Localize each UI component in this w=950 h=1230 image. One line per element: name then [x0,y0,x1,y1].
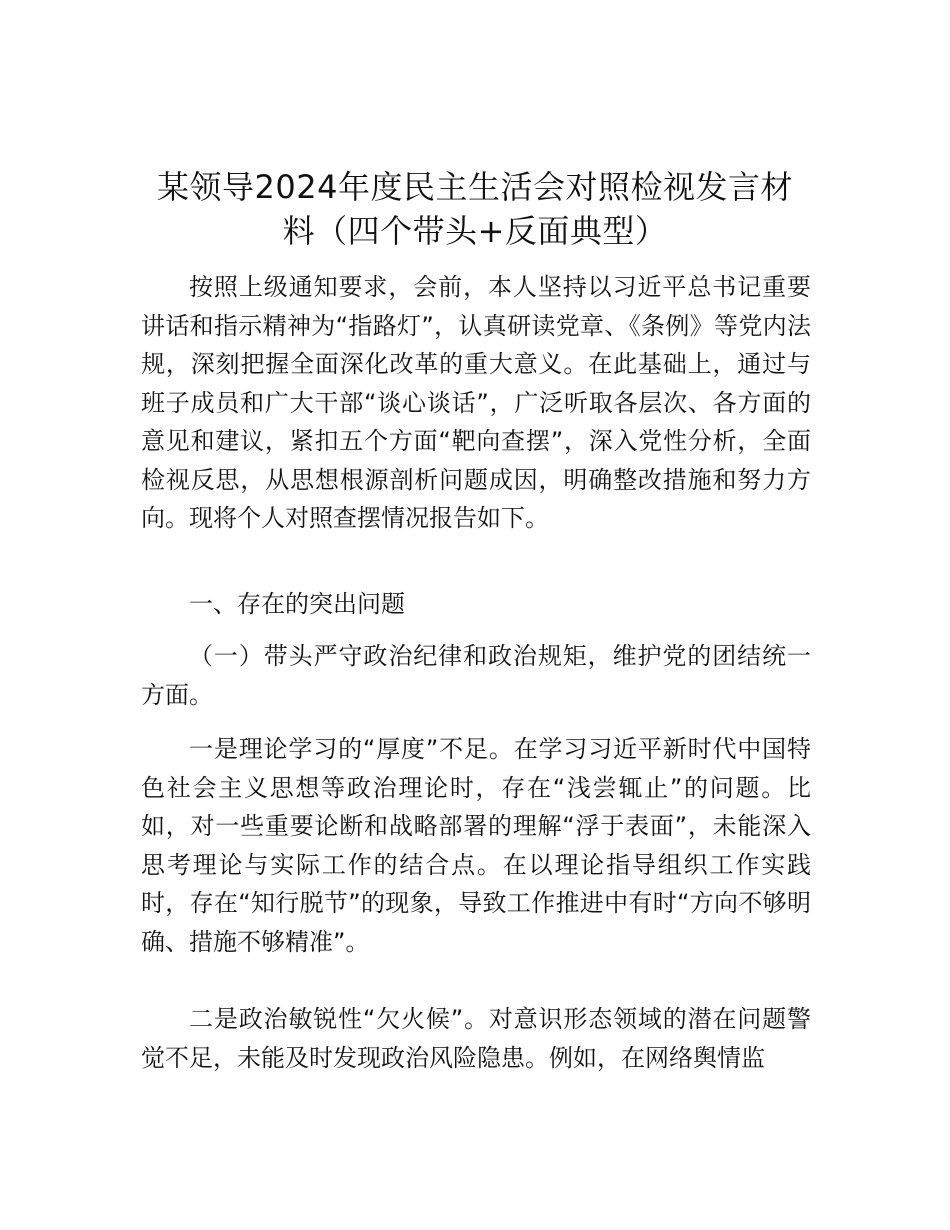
title-line-1: 某领导2024年度民主生活会对照检视发言材 [157,168,793,206]
title-line-2: 料（四个带头+反面典型） [282,212,668,250]
subsection-heading: （一）带头严守政治纪律和政治规矩，维护党的团结统一方面。 [141,642,811,709]
section-heading: 一、存在的突出问题 [189,590,405,618]
point-one-paragraph: 一是理论学习的“厚度”不足。在学习习近平新时代中国特色社会主义思想等政治理论时，存在“浅尝辄止”的问题。比如，对一些重要论断和战略部署的理解“浮于表面”，未能深入思考理论与实际工作的结合点。在以理论指导组织工作实践时，存在“知行脱节”的现象，导致工作推进中有时“方向不够明确、措施不够精准”。 [141,735,811,956]
intro-paragraph: 按照上级通知要求，会前，本人坚持以习近平总书记重要讲话和指示精神为“指路灯”，认真研读党章、《条例》等党内法规，深刻把握全面深化改革的重大意义。在此基础上，通过与班子成员和广大干部“谈心谈话”，广泛听取各层次、各方面的意见和建议，紧扣五个方面“靶向查摆”，深入党性分析，全面检视反思，从思想根源剖析问题成因，明确整改措施和努力方向。现将个人对照查摆情况报告如下。 [141,273,811,532]
point-two-paragraph: 二是政治敏锐性“欠火候”。对意识形态领域的潜在问题警觉不足，未能及时发现政治风险隐患。例如，在网络舆情监 [141,1005,811,1072]
document-title [140,165,810,253]
